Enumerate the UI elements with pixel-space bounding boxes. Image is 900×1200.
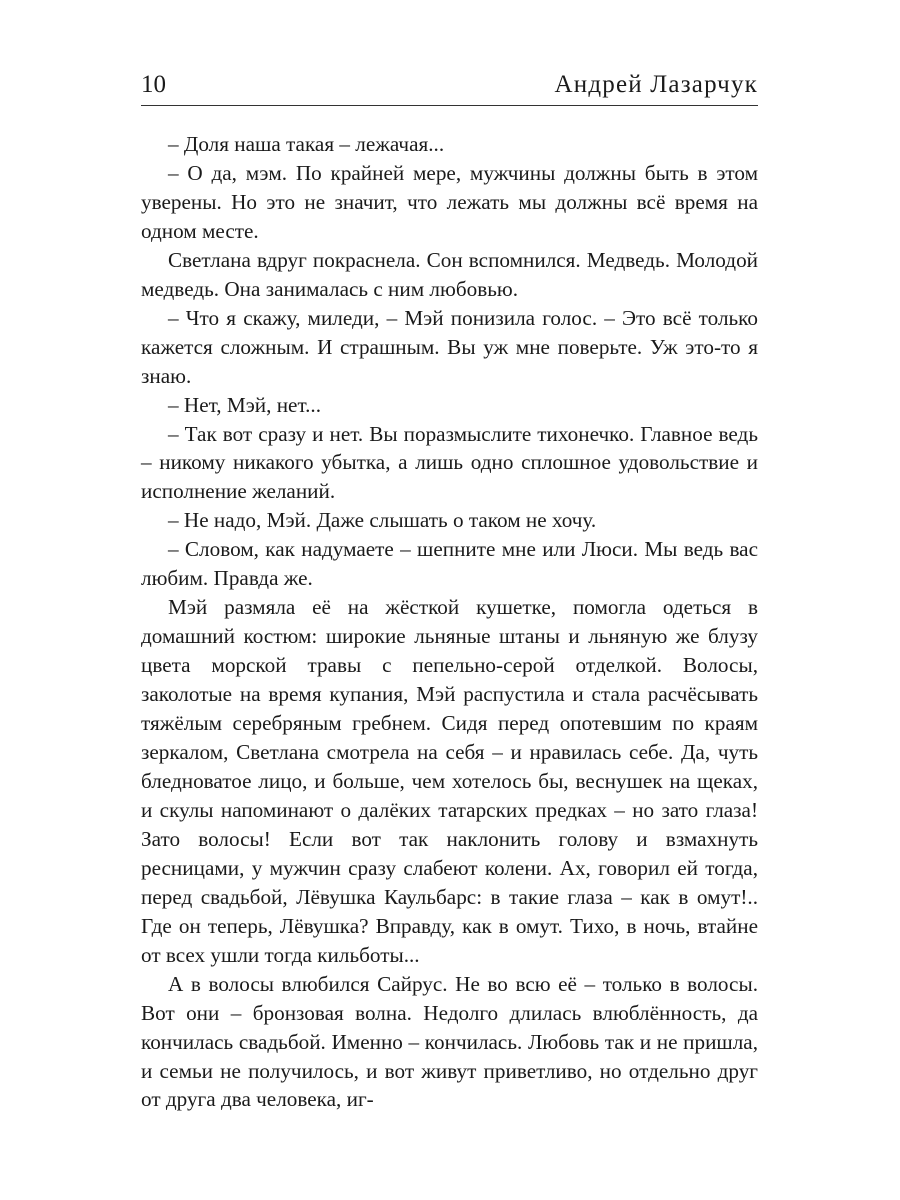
paragraph: Мэй размяла её на жёсткой кушетке, помогла одеться в домашний костюм: широкие льняные штаны и льняную же блузу цвета морской травы с пепельно-серой отделкой. Волосы, заколотые на время купания, Мэй распустила и стала расчёсывать тяжёлым серебряным гребнем. Сидя перед опотевшим по краям зеркалом, Светлана смотрела на себя – и нравилась себе. Да, чуть бледноватое лицо, и больше, чем хотелось бы, веснушек на щеках, и скулы напоминают о далёких татарских предках – но зато глаза! Зато волосы! Если вот так наклонить голову и взмахнуть ресницами, у мужчин сразу слабеют колени. Ах, говорил ей тогда, перед свадьбой, Лёвушка Каульбарс: в такие глаза – как в омут!.. Где он теперь, Лёвушка? Вправду, как в омут. Тихо, в ночь, втайне от всех ушли тогда кильботы... (141, 595, 758, 967)
paragraph: – О да, мэм. По крайней мере, мужчины должны быть в этом уверены. Но это не значит, что лежать мы должны всё время на одном месте. (141, 160, 758, 243)
paragraph: – Нет, Мэй, нет... (168, 392, 322, 417)
book-page (141, 0, 758, 1200)
running-head-author: Андрей Лазарчук (554, 71, 758, 98)
paragraph: Светлана вдруг покраснела. Сон вспомнился. Медведь. Молодой медведь. Она занималась с ним любовью. (141, 247, 758, 301)
paragraph: – Словом, как надумаете – шепните мне или Люси. Мы ведь вас любим. Правда же. (141, 537, 758, 591)
paragraph: А в волосы влюбился Сайрус. Не во всю её – только в волосы. Вот они – бронзовая волна. Недолго длилась влюблённость, да кончилась свадьбой. Именно – кончилась. Любовь так и не пришла, и семьи не получилось, и вот живут приветливо, но отдельно друг от друга два человека, иг- (141, 971, 758, 1112)
page-number: 10 (141, 71, 166, 98)
paragraph: – Доля наша такая – лежачая... (168, 132, 445, 156)
paragraph: – Не надо, Мэй. Даже слышать о таком не хочу. (168, 508, 597, 533)
header-rule (141, 105, 758, 106)
paragraph: – Так вот сразу и нет. Вы поразмыслите тихонечко. Главное ведь – никому никакого убытка, а лишь одно сплошное удовольствие и исполнение желаний. (141, 421, 758, 504)
body-text (141, 130, 758, 1114)
page-header (141, 70, 758, 100)
paragraph: – Что я скажу, миледи, – Мэй понизила голос. – Это всё только кажется сложным. И страшным. Вы уж мне поверьте. Уж это-то я знаю. (141, 305, 758, 388)
